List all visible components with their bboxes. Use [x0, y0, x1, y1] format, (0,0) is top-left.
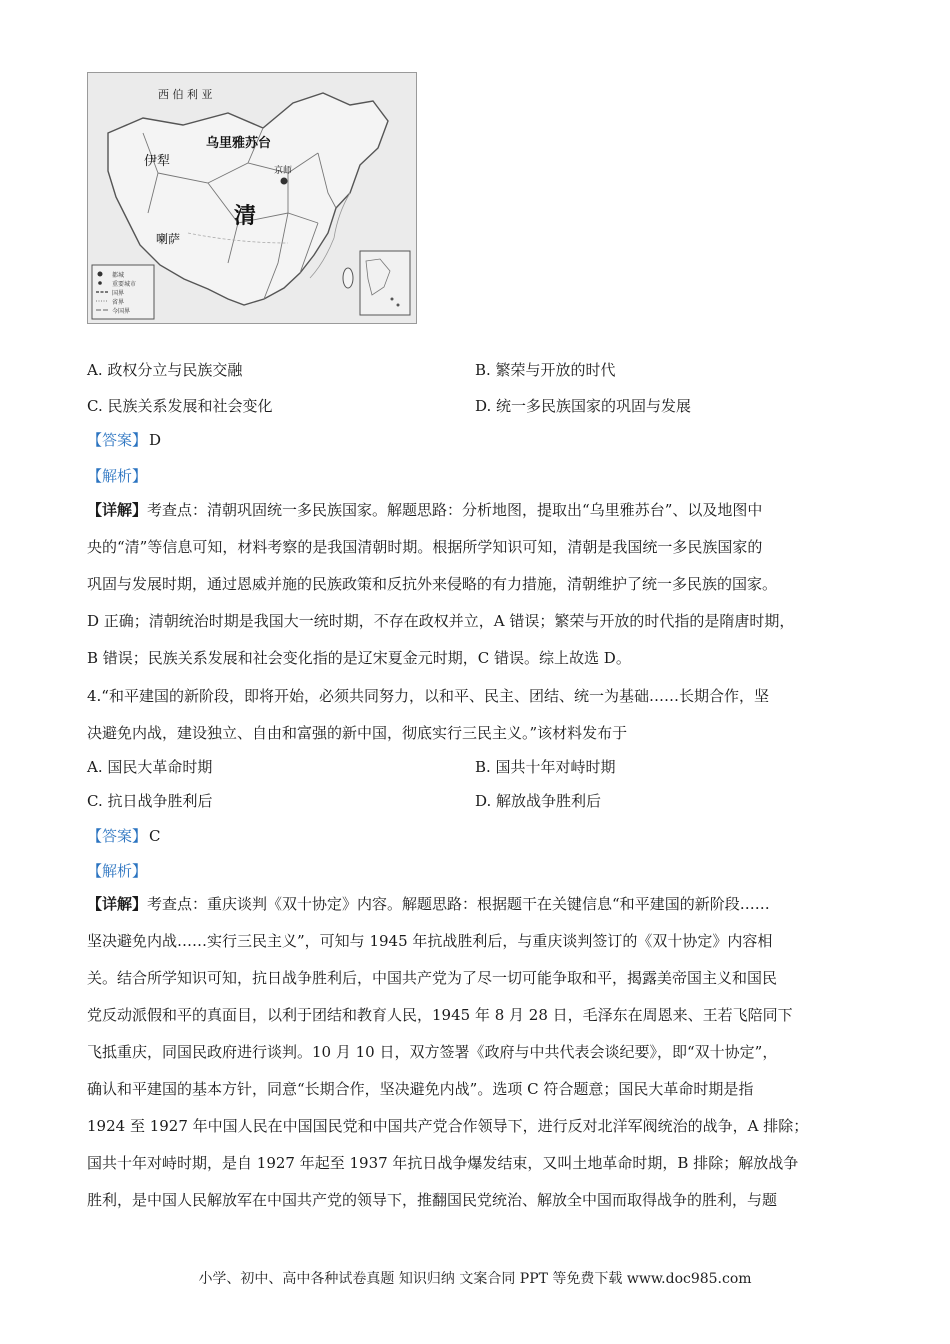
- stem-line: 决避免内战，建设独立、自由和富强的新中国，彻底实行三民主义。”该材料发布于: [87, 724, 628, 742]
- map-label-qing: 清: [234, 203, 257, 229]
- answer-tag: 【答案】: [87, 827, 148, 845]
- legend-city: 重要城市: [112, 281, 137, 288]
- answer-value: C: [149, 827, 161, 845]
- q4-option-c: C. 抗日战争胜利后: [87, 792, 213, 810]
- detail-line: B 错误；民族关系发展和社会变化指的是辽宋夏金元时期，C 错误。综上故选 D。: [87, 649, 631, 667]
- detail-line: 坚决避免内战……实行三民主义”，可知与 1945 年抗战胜利后，与重庆谈判签订的《双十协定》内容相: [87, 932, 773, 950]
- detail-line: 央的“清”等信息可知，材料考察的是我国清朝时期。根据所学知识可知，清朝是我国统一多民族国家的: [87, 538, 763, 556]
- map-label-uliastai: 乌里雅苏台: [206, 136, 272, 151]
- q3-detail: [87, 492, 867, 677]
- analysis-tag: 【解析】: [87, 862, 148, 880]
- footer-text: 小学、初中、高中各种试卷真题 知识归纳 文案合同 PPT 等免费下载 www.doc985.com: [198, 1271, 752, 1287]
- q4-answer: [87, 826, 161, 846]
- q4-option-a: A. 国民大革命时期: [87, 758, 213, 776]
- detail-tag: 【详解】: [87, 501, 148, 519]
- detail-text: 考查点：重庆谈判《双十协定》内容。解题思路：根据题干在关键信息“和平建国的新阶段……: [147, 895, 770, 913]
- answer-value: D: [149, 431, 162, 449]
- legend-capital: 都城: [112, 272, 125, 279]
- detail-line: 胜利，是中国人民解放军在中国共产党的领导下，推翻国民党统治、解放全中国而取得战争的胜利，与题: [87, 1191, 778, 1209]
- map-drawing: [88, 73, 416, 323]
- q3-option-a: A. 政权分立与民族交融: [87, 361, 243, 379]
- legend-modern-border: 今国界: [112, 308, 131, 315]
- legend-province: 省界: [112, 299, 125, 306]
- map-label-jingshi: 京师: [274, 166, 293, 176]
- detail-line: 1924 至 1927 年中国人民在中国国民党和中国共产党合作领导下，进行反对北洋军阀统治的战争，A 排除；: [87, 1117, 809, 1135]
- detail-line: D 正确；清朝统治时期是我国大一统时期，不存在政权并立，A 错误；繁荣与开放的时代指的是隋唐时期，: [87, 612, 795, 630]
- stem-line: 4.“和平建国的新阶段，即将开始，必须共同努力，以和平、民主、团结、统一为基础……长期合作，坚: [87, 687, 769, 705]
- map-label-siberia: 西 伯 利 亚: [158, 88, 213, 101]
- detail-line: 关。结合所学知识可知，抗日战争胜利后，中国共产党为了尽一切可能争取和平，揭露美帝国主义和国民: [87, 969, 778, 987]
- detail-line: 国共十年对峙时期，是自 1927 年起至 1937 年抗日战争爆发结束，又叫土地革命时期，B 排除；解放战争: [87, 1154, 799, 1172]
- analysis-tag: 【解析】: [87, 467, 148, 485]
- q3-option-c: C. 民族关系发展和社会变化: [87, 397, 273, 415]
- q3-answer: [87, 430, 161, 450]
- q4-option-d: D. 解放战争胜利后: [475, 792, 602, 810]
- legend-border: 国界: [112, 290, 125, 297]
- q4-analysis-tag: [87, 861, 147, 881]
- detail-line: [87, 886, 867, 923]
- q3-option-d: D. 统一多民族国家的巩固与发展: [475, 397, 692, 415]
- detail-line: 确认和平建国的基本方针，同意“长期合作，坚决避免内战”。选项 C 符合题意；国民大革命时期是指: [87, 1080, 754, 1098]
- detail-line: 巩固与发展时期，通过恩威并施的民族政策和反抗外来侵略的有力措施，清朝维护了统一多民族的国家。: [87, 575, 778, 593]
- detail-text: 考查点：清朝巩固统一多民族国家。解题思路：分析地图，提取出“乌里雅苏台”、以及地图中: [147, 501, 763, 519]
- q4-detail: [87, 886, 867, 1219]
- qing-dynasty-map: [87, 72, 417, 324]
- detail-line: 党反动派假和平的真面目，以利于团结和教育人民，1945 年 8 月 28 日，毛泽东在周恩来、王若飞陪同下: [87, 1006, 793, 1024]
- detail-tag: 【详解】: [87, 895, 148, 913]
- q3-option-b: B. 繁荣与开放的时代: [475, 361, 616, 379]
- map-label-yili: 伊犁: [144, 154, 171, 169]
- detail-line: [87, 492, 867, 529]
- q4-stem: [87, 678, 867, 752]
- q3-analysis-tag: [87, 466, 147, 486]
- answer-tag: 【答案】: [87, 431, 148, 449]
- map-label-lasa: 喇萨: [156, 232, 181, 246]
- q4-option-b: B. 国共十年对峙时期: [475, 758, 616, 776]
- detail-line: 飞抵重庆，同国民政府进行谈判。10 月 10 日，双方签署《政府与中共代表会谈纪要》，即“双十协定”，: [87, 1043, 778, 1061]
